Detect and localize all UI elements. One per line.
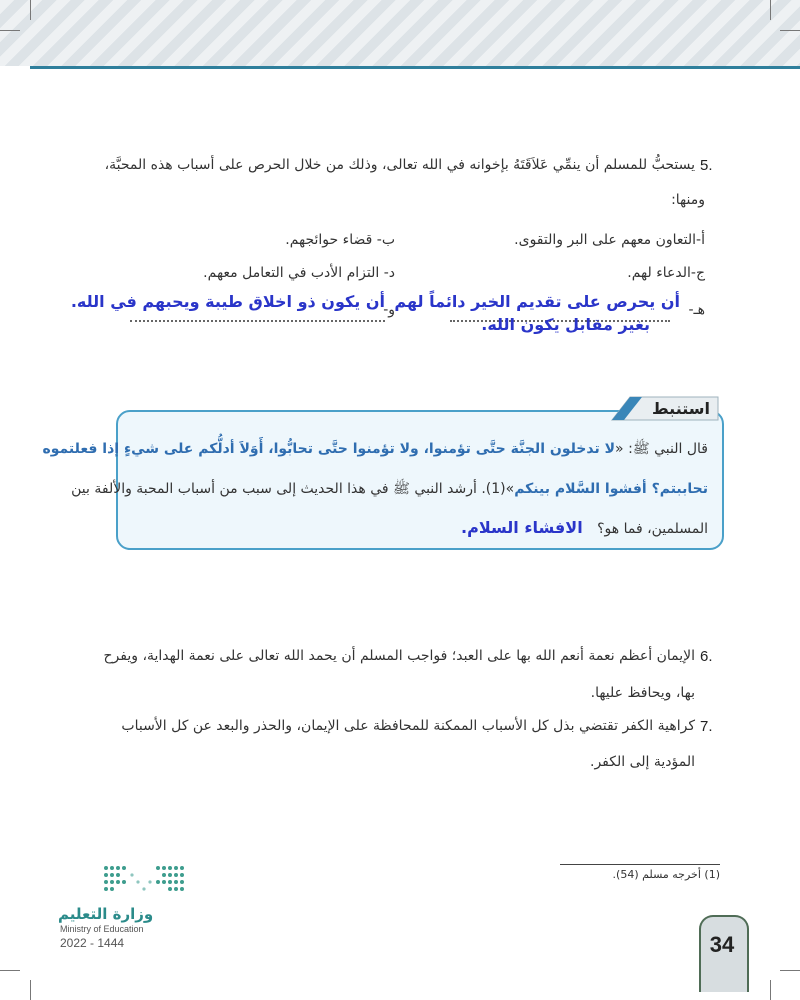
option-h-prefix: هـ- [688, 302, 705, 318]
page-number: 34 [709, 932, 735, 957]
item-7-number: 7. [700, 718, 713, 735]
footnote-divider [560, 864, 720, 865]
istanbit-line-2 [71, 480, 708, 500]
year-label: 2022 - 1444 [60, 936, 125, 950]
istanbit-title: استنبط [652, 399, 710, 418]
option-w-prefix: و- [383, 302, 395, 318]
item-7-text-continued: المؤدية إلى الكفر. [590, 754, 695, 770]
crop-mark [780, 970, 800, 971]
item-5-text-continued: ومنها: [671, 192, 705, 208]
istanbit-question: »(1). أرشد النبي ﷺ في هذا الحديث إلى سبب من أسباب المحبة والألفة بين [71, 481, 515, 497]
item-5-text: يستحبُّ للمسلم أن ينمِّي عَلاَقَتَهُ بإخوانه في الله تعالى، وذلك من خلال الحرص على أسباب هذه المحبَّة، [104, 157, 695, 173]
hadith-text-continued: تحاببتم؟ أفشوا السَّلام بينكم [514, 481, 708, 497]
ministry-name-arabic: وزارة التعليم [58, 905, 154, 923]
crop-mark [0, 30, 20, 31]
option-a: أ-التعاون معهم على البر والتقوى. [514, 232, 705, 248]
item-6-text-continued: بها، ويحافظ عليها. [590, 685, 695, 701]
istanbit-box [42, 410, 724, 550]
option-d: د- التزام الأدب في التعامل معهم. [203, 265, 395, 281]
answer-line-w [130, 320, 385, 322]
istanbit-line-1 [42, 440, 708, 460]
handwritten-answer-w: أن يكون ذو اخلاق طيبة ويحبهم في الله. [70, 292, 385, 311]
istanbit-line-3 [128, 518, 708, 537]
istanbit-tab [610, 395, 720, 422]
header-pattern-band [0, 0, 800, 66]
crop-mark [770, 980, 771, 1000]
istanbit-question-end: المسلمين، فما هو؟ [597, 521, 708, 537]
ministry-name-english: Ministry of Education [60, 924, 144, 934]
handwritten-answer-h-continued: بغير مقابل يكون الله. [481, 315, 650, 334]
footnote: (1) أخرجه مسلم (54). [612, 868, 720, 881]
handwritten-answer-istanbit: الافشاء السلام. [461, 518, 583, 537]
crop-mark [0, 970, 20, 971]
crop-mark [30, 0, 31, 20]
ministry-logo-icon [100, 862, 192, 896]
crop-mark [30, 980, 31, 1000]
crop-mark [770, 0, 771, 20]
item-6-number: 6. [700, 648, 713, 665]
handwritten-answer-h: أن يحرص على تقديم الخير دائماً لهم [394, 292, 680, 311]
hadith-text: لا تدخلون الجنَّة حتَّى تؤمنوا، ولا تؤمنوا حتَّى تحابُّوا، أَوَلاَ أدلُّكم على شيءٍ إذا فعلتموه [42, 441, 616, 457]
option-b: ب- قضاء حوائجهم. [285, 232, 395, 248]
hadith-intro: قال النبي ﷺ: « [615, 441, 708, 457]
option-c: ج-الدعاء لهم. [627, 265, 705, 281]
header-divider [30, 66, 800, 69]
item-7-text: كراهية الكفر تقتضي بذل كل الأسباب الممكنة للمحافظة على الإيمان، والحذر والبعد عن كل الأسباب [121, 718, 695, 734]
item-6-text: الإيمان أعظم نعمة أنعم الله بها على العبد؛ فواجب المسلم أن يحمد الله تعالى على نعمة الهداية، ويفرح [103, 648, 695, 664]
crop-mark [780, 30, 800, 31]
item-5-number: 5. [700, 157, 713, 174]
